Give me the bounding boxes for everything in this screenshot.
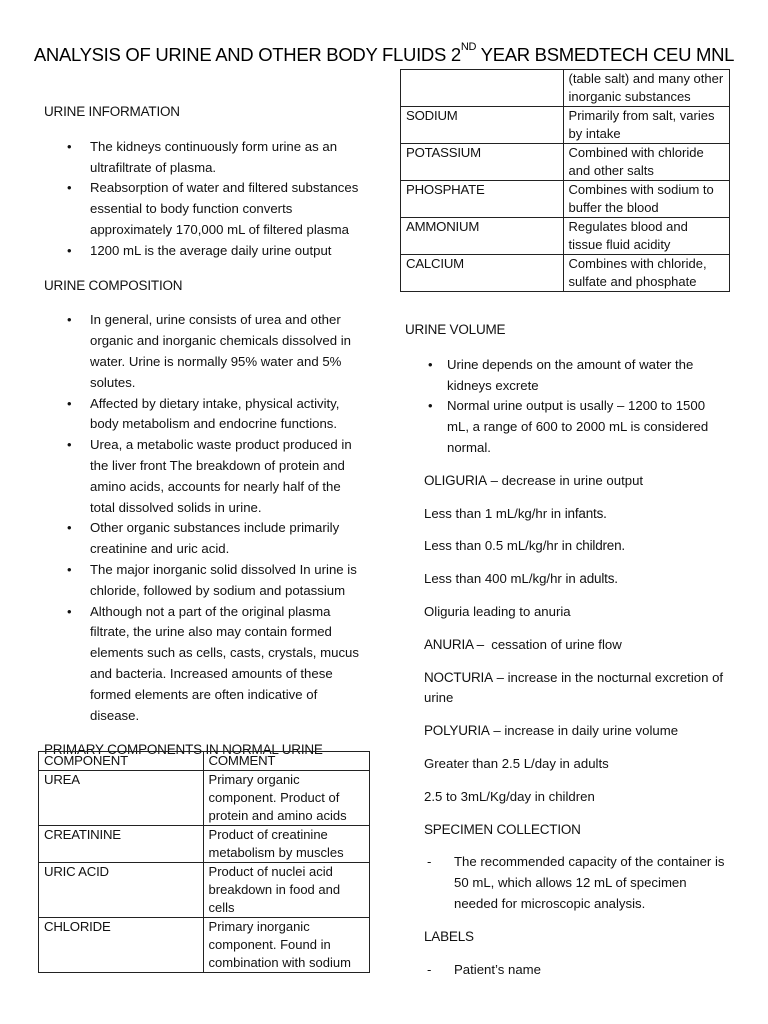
comment-cell: Primary organic component. Product of protein and amino acids (203, 771, 369, 826)
table-row (39, 826, 370, 863)
emphasis: adults. (579, 571, 618, 587)
polyuria-definition (405, 721, 730, 742)
oliguria-definition (405, 471, 730, 492)
list-item: - The recommended capacity of the container is 50 mL, which allows 12 mL of specimen needed for microscopic analysis. (424, 852, 730, 914)
labels-list (405, 960, 730, 981)
component-cell: SODIUM (401, 107, 564, 144)
specimen-list (405, 852, 730, 914)
urine-info-heading: URINE INFORMATION (44, 104, 180, 119)
table-row (401, 70, 730, 107)
table-header-row (39, 752, 370, 771)
oliguria-anuria: Oliguria leading to anuria (424, 603, 571, 619)
header-component: COMPONENT (39, 752, 204, 771)
title-superscript: ND (460, 41, 477, 53)
list-item: • The kidneys continuously form urine as an ultrafiltrate of plasma. (44, 137, 364, 179)
comment-cell: Product of nuclei acid breakdown in food and cells (203, 863, 369, 918)
comment-cell: Combines with chloride, sulfate and phosphate (563, 255, 729, 292)
term: POLYURIA (424, 723, 490, 739)
title-text-rest: YEAR BSMEDTECH CEU MNL (476, 44, 735, 65)
emphasis: children. (575, 538, 625, 554)
components-table-continued (400, 69, 730, 292)
list-item: • In general, urine consists of urea and other organic and inorganic chemicals dissolved in water. Urine is normally 95% water and 5% solutes. (44, 310, 364, 393)
component-cell (401, 70, 564, 107)
table-row (401, 144, 730, 181)
term: OLIGURIA (424, 472, 487, 488)
list-item: • Urine depends on the amount of water the kidneys excrete (405, 355, 730, 397)
volume-heading: URINE VOLUME (405, 322, 506, 337)
definition: – increase in daily urine volume (489, 723, 679, 739)
header-comment: COMMENT (203, 752, 369, 771)
list-item: • Reabsorption of water and filtered substances essential to body function converts approximately 170,000 mL of filtered plasma (44, 178, 364, 240)
component-cell: POTASSIUM (401, 144, 564, 181)
oliguria-adults (405, 569, 730, 590)
polyuria-adults: Greater than 2.5 L/day in adults (424, 755, 609, 771)
table-row (39, 918, 370, 973)
left-column (44, 102, 364, 761)
term: NOCTURIA (424, 669, 493, 685)
composition-heading: URINE COMPOSITION (44, 277, 183, 293)
table-row (39, 863, 370, 918)
volume-list (405, 355, 730, 459)
nocturia-definition (405, 668, 730, 710)
component-cell: CALCIUM (401, 255, 564, 292)
table-row (401, 218, 730, 255)
anuria-definition (405, 635, 730, 656)
component-cell: AMMONIUM (401, 218, 564, 255)
list-item: • Urea, a metabolic waste product produced in the liver front The breakdown of protein and amino acids, accounts for nearly half of the total dissolved solids in urine. (44, 435, 364, 518)
list-item: • Although not a part of the original plasma filtrate, the urine also may contain formed elements such as cells, casts, crystals, mucus and bacteria. Increased amounts of these formed elements are often indicative of disease. (44, 602, 364, 727)
text: Less than 0.5 mL/kg/hr in (424, 538, 576, 554)
list-item: • Normal urine output is usally – 1200 to 1500 mL, a range of 600 to 2000 mL is considered normal. (405, 396, 730, 458)
term: ANURIA – (424, 636, 484, 652)
table-row (401, 255, 730, 292)
composition-list (44, 310, 364, 726)
right-column (405, 320, 730, 980)
specimen-heading: SPECIMEN COLLECTION (424, 821, 581, 837)
title-text: ANALYSIS OF URINE AND OTHER BODY FLUIDS 2 (33, 44, 461, 65)
comment-cell: Product of creatinine metabolism by muscles (203, 826, 369, 863)
text: Less than 400 mL/kg/hr in (424, 571, 580, 587)
list-item: • Affected by dietary intake, physical activity, body metabolism and endocrine functions. (44, 394, 364, 436)
component-cell: CHLORIDE (39, 918, 204, 973)
oliguria-children (405, 536, 730, 557)
polyuria-children: 2.5 to 3mL/Kg/day in children (424, 788, 595, 804)
definition: – increase in the nocturnal excretion of urine (424, 669, 724, 706)
oliguria-infants (405, 504, 730, 525)
component-cell: PHOSPHATE (401, 181, 564, 218)
list-item: • Other organic substances include primarily creatinine and uric acid. (44, 518, 364, 560)
text: Less than 1 mL/kg/hr in (424, 505, 565, 521)
document-title (0, 41, 768, 66)
comment-cell: Combined with chloride and other salts (563, 144, 729, 181)
comment-cell: Regulates blood and tissue fluid acidity (563, 218, 729, 255)
component-cell: CREATININE (39, 826, 204, 863)
table-row (39, 771, 370, 826)
definition: cessation of urine flow (483, 636, 622, 652)
definition: – decrease in urine output (486, 472, 644, 488)
comment-cell: Primary inorganic component. Found in combination with sodium (203, 918, 369, 973)
comment-cell: (table salt) and many other inorganic substances (563, 70, 729, 107)
table-row (401, 107, 730, 144)
urine-info-list (44, 137, 364, 262)
component-cell: URIC ACID (39, 863, 204, 918)
comment-cell: Primarily from salt, varies by intake (563, 107, 729, 144)
comment-cell: Combines with sodium to buffer the blood (563, 181, 729, 218)
list-item: • The major inorganic solid dissolved In urine is chloride, followed by sodium and potassium (44, 560, 364, 602)
table-row (401, 181, 730, 218)
components-heading: PRIMARY COMPONENTS IN NORMAL URINE (44, 742, 323, 758)
components-table (38, 751, 370, 973)
list-item: • 1200 mL is the average daily urine output (44, 241, 364, 262)
list-item: - Patient’s name (424, 960, 730, 981)
labels-heading: LABELS (424, 928, 474, 944)
component-cell: UREA (39, 771, 204, 826)
emphasis: infants. (564, 505, 607, 521)
